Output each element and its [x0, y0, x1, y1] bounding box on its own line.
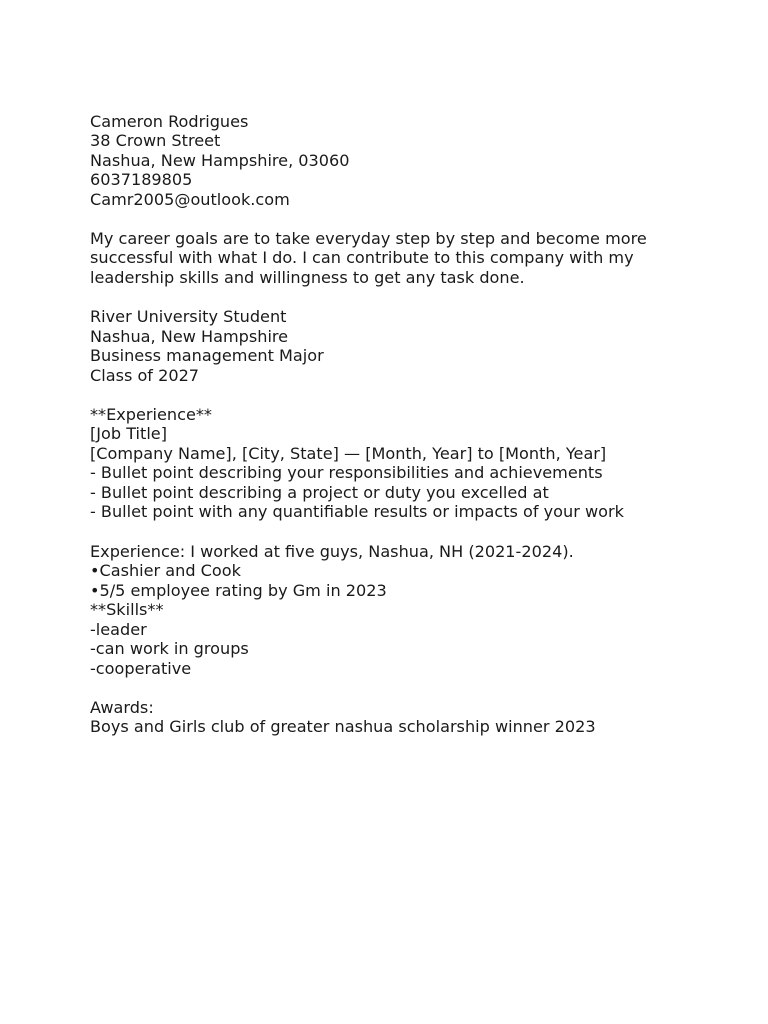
- skill-item: -cooperative: [90, 658, 192, 678]
- skill-item: -can work in groups: [90, 639, 249, 659]
- experience-template-company-line: [Company Name], [City, State] — [Month, Year] to [Month, Year]: [90, 443, 607, 463]
- experience-template-job-title: [Job Title]: [90, 424, 167, 444]
- skill-item: -leader: [90, 619, 147, 639]
- blank-line: [90, 522, 730, 542]
- education-location: Nashua, New Hampshire: [90, 326, 289, 346]
- blank-line: [90, 209, 730, 229]
- blank-line: [90, 287, 730, 307]
- blank-line: [90, 678, 730, 698]
- contact-block: [90, 112, 730, 210]
- education-school: River University Student: [90, 306, 287, 326]
- award-item: Boys and Girls club of greater nashua scholarship winner 2023: [90, 717, 596, 737]
- experience-template-heading: **Experience**: [90, 404, 212, 424]
- skills-heading: **Skills**: [90, 600, 164, 620]
- experience-template-bullet: - Bullet point describing your responsibilities and achievements: [90, 463, 603, 483]
- education-block: [90, 307, 730, 385]
- objective-line: leadership skills and willingness to get any task done.: [90, 267, 525, 287]
- resume-body: [90, 112, 730, 738]
- experience-template-bullet: - Bullet point describing a project or duty you excelled at: [90, 482, 549, 502]
- experience-template-block: [90, 405, 730, 522]
- contact-phone: 6037189805: [90, 170, 193, 190]
- objective-line: My career goals are to take everyday step by step and become more: [90, 228, 647, 248]
- objective-line: successful with what I do. I can contribute to this company with my: [90, 248, 634, 268]
- contact-city: Nashua, New Hampshire, 03060: [90, 150, 350, 170]
- skills-block: [90, 600, 730, 678]
- experience-bullet: •5/5 employee rating by Gm in 2023: [90, 580, 387, 600]
- experience-summary: Experience: I worked at five guys, Nashua, NH (2021-2024).: [90, 541, 574, 561]
- experience-template-bullet: - Bullet point with any quantifiable results or impacts of your work: [90, 502, 624, 522]
- awards-block: [90, 698, 730, 737]
- objective-block: [90, 229, 730, 288]
- contact-name: Cameron Rodrigues: [90, 111, 249, 131]
- experience-block: [90, 542, 730, 601]
- contact-street: 38 Crown Street: [90, 131, 221, 151]
- education-major: Business management Major: [90, 346, 324, 366]
- blank-line: [90, 385, 730, 405]
- experience-bullet: •Cashier and Cook: [90, 561, 241, 581]
- awards-heading: Awards:: [90, 697, 154, 717]
- education-class-year: Class of 2027: [90, 365, 200, 385]
- contact-email: Camr2005@outlook.com: [90, 189, 290, 209]
